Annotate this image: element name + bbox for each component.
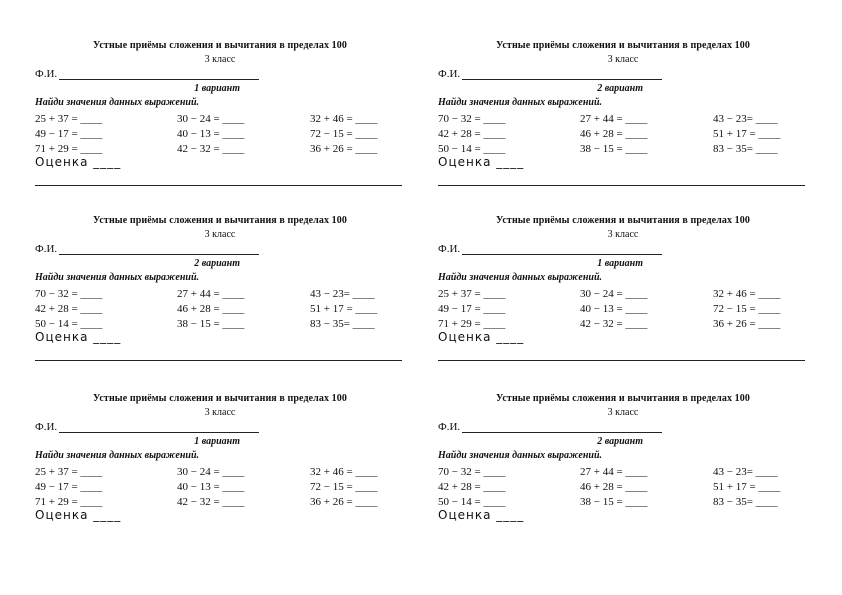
math-expression: 36 + 26 = ____ [310,496,378,508]
math-expression: 71 + 29 = ____ [35,496,103,508]
math-expression: 70 − 32 = ____ [35,288,103,300]
variant-label: 1 вариант [194,436,240,447]
math-expression: 70 − 32 = ____ [438,466,506,478]
variant-label: 2 вариант [597,83,643,94]
math-expression: 72 − 15 = ____ [310,128,378,140]
math-expression: 43 − 23= ____ [713,113,778,125]
instruction-text: Найди значения данных выражений. [35,450,200,461]
grade-field: Оценка ____ [35,508,122,522]
math-expression: 50 − 14 = ____ [438,496,506,508]
instruction-text: Найди значения данных выражений. [35,272,200,283]
instruction-text: Найди значения данных выражений. [438,272,603,283]
math-expression: 40 − 13 = ____ [580,303,648,315]
math-expression: 71 + 29 = ____ [35,143,103,155]
math-expression: 43 − 23= ____ [310,288,375,300]
name-label: Ф.И. [438,421,461,433]
math-expression: 49 − 17 = ____ [438,303,506,315]
math-expression: 25 + 37 = ____ [35,113,103,125]
cut-line [438,185,805,186]
math-expression: 83 − 35= ____ [310,318,375,330]
variant-label: 2 вариант [597,436,643,447]
math-expression: 51 + 17 = ____ [310,303,378,315]
card-title: Устные приёмы сложения и вычитания в пределах 100 [93,215,347,226]
grade-field: Оценка ____ [438,330,525,344]
math-expression: 46 + 28 = ____ [580,481,648,493]
cut-line [438,360,805,361]
math-expression: 46 + 28 = ____ [580,128,648,140]
card-title: Устные приёмы сложения и вычитания в пределах 100 [496,215,750,226]
math-expression: 36 + 26 = ____ [713,318,781,330]
math-expression: 49 − 17 = ____ [35,481,103,493]
card-grade: 3 класс [607,229,639,240]
card-grade: 3 класс [204,54,236,65]
math-expression: 25 + 37 = ____ [35,466,103,478]
math-expression: 32 + 46 = ____ [713,288,781,300]
worksheet-card [438,393,808,543]
worksheet-card [35,215,405,365]
math-expression: 42 + 28 = ____ [438,481,506,493]
card-grade: 3 класс [607,54,639,65]
math-expression: 27 + 44 = ____ [580,466,648,478]
math-expression: 42 − 32 = ____ [177,496,245,508]
math-expression: 38 − 15 = ____ [177,318,245,330]
worksheet-card [35,393,405,543]
math-expression: 40 − 13 = ____ [177,128,245,140]
instruction-text: Найди значения данных выражений. [438,450,603,461]
math-expression: 51 + 17 = ____ [713,481,781,493]
card-grade: 3 класс [204,407,236,418]
math-expression: 51 + 17 = ____ [713,128,781,140]
math-expression: 27 + 44 = ____ [580,113,648,125]
math-expression: 71 + 29 = ____ [438,318,506,330]
math-expression: 42 + 28 = ____ [438,128,506,140]
name-input-line[interactable] [59,254,259,255]
card-title: Устные приёмы сложения и вычитания в пределах 100 [93,40,347,51]
variant-label: 1 вариант [194,83,240,94]
math-expression: 32 + 46 = ____ [310,466,378,478]
grade-field: Оценка ____ [438,155,525,169]
card-grade: 3 класс [204,229,236,240]
math-expression: 40 − 13 = ____ [177,481,245,493]
math-expression: 83 − 35= ____ [713,496,778,508]
name-input-line[interactable] [59,79,259,80]
name-input-line[interactable] [462,432,662,433]
grade-field: Оценка ____ [35,155,122,169]
math-expression: 43 − 23= ____ [713,466,778,478]
name-input-line[interactable] [59,432,259,433]
math-expression: 30 − 24 = ____ [177,113,245,125]
variant-label: 1 вариант [597,258,643,269]
name-label: Ф.И. [35,421,58,433]
grade-field: Оценка ____ [35,330,122,344]
name-label: Ф.И. [35,68,58,80]
name-label: Ф.И. [438,68,461,80]
variant-label: 2 вариант [194,258,240,269]
math-expression: 25 + 37 = ____ [438,288,506,300]
math-expression: 46 + 28 = ____ [177,303,245,315]
math-expression: 42 − 32 = ____ [580,318,648,330]
grade-field: Оценка ____ [438,508,525,522]
cut-line [35,185,402,186]
card-title: Устные приёмы сложения и вычитания в пределах 100 [496,40,750,51]
math-expression: 32 + 46 = ____ [310,113,378,125]
math-expression: 27 + 44 = ____ [177,288,245,300]
instruction-text: Найди значения данных выражений. [438,97,603,108]
math-expression: 72 − 15 = ____ [713,303,781,315]
name-label: Ф.И. [35,243,58,255]
worksheet-card [438,215,808,365]
name-label: Ф.И. [438,243,461,255]
card-title: Устные приёмы сложения и вычитания в пределах 100 [93,393,347,404]
card-grade: 3 класс [607,407,639,418]
math-expression: 50 − 14 = ____ [438,143,506,155]
math-expression: 30 − 24 = ____ [177,466,245,478]
worksheet-card [35,40,405,190]
math-expression: 70 − 32 = ____ [438,113,506,125]
math-expression: 38 − 15 = ____ [580,143,648,155]
math-expression: 38 − 15 = ____ [580,496,648,508]
math-expression: 42 − 32 = ____ [177,143,245,155]
math-expression: 42 + 28 = ____ [35,303,103,315]
math-expression: 30 − 24 = ____ [580,288,648,300]
worksheet-card [438,40,808,190]
math-expression: 49 − 17 = ____ [35,128,103,140]
name-input-line[interactable] [462,79,662,80]
math-expression: 50 − 14 = ____ [35,318,103,330]
card-title: Устные приёмы сложения и вычитания в пределах 100 [496,393,750,404]
name-input-line[interactable] [462,254,662,255]
cut-line [35,360,402,361]
math-expression: 83 − 35= ____ [713,143,778,155]
instruction-text: Найди значения данных выражений. [35,97,200,108]
math-expression: 72 − 15 = ____ [310,481,378,493]
math-expression: 36 + 26 = ____ [310,143,378,155]
